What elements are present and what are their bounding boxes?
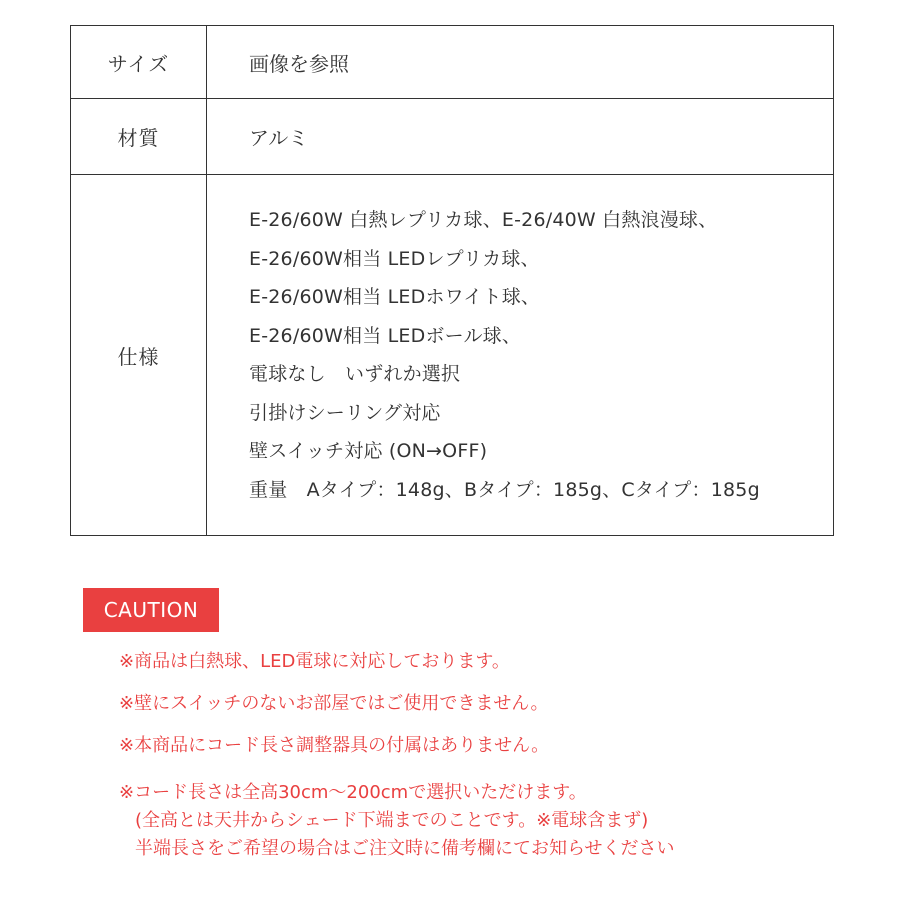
caution-item: ※壁にスイッチのないお部屋ではご使用できません。 (119, 693, 549, 714)
spec-label-size: サイズ (71, 26, 207, 99)
spec-label-specification: 仕様 (71, 175, 207, 536)
spec-table (70, 25, 834, 536)
caution-item: (全高とは天井からシェード下端までのことです。※電球含まず) (135, 810, 649, 831)
caution-item: 半端長さをご希望の場合はご注文時に備考欄にてお知らせください (135, 838, 675, 859)
spec-line: 電球なし いずれか選択 (249, 363, 461, 385)
caution-item: ※本商品にコード長さ調整器具の付属はありません。 (119, 735, 550, 756)
caution-item: ※コード長さは全高30cm〜200cmで選択いただけます。 (119, 782, 587, 803)
spec-row-specification (71, 175, 834, 536)
spec-line: E-26/60W相当 LEDレプリカ球、 (249, 247, 540, 270)
caution-list (119, 648, 674, 863)
spec-value-specification (207, 175, 834, 536)
spec-value-size: 画像を参照 (207, 26, 834, 99)
caution-item: ※商品は白熱球、LED電球に対応しております。 (119, 651, 510, 672)
spec-line: 壁スイッチ対応 (ON→OFF) (249, 440, 488, 462)
spec-line: E-26/60W相当 LEDボール球、 (249, 324, 522, 347)
spec-line: E-26/60W相当 LEDホワイト球、 (249, 286, 541, 308)
spec-line: 引掛けシーリング対応 (249, 401, 441, 424)
spec-row-size (71, 26, 834, 99)
spec-row-material (71, 99, 834, 175)
spec-line: 重量 Aタイプ：148g、Bタイプ：185g、Cタイプ：185g (249, 478, 760, 501)
spec-value-material: アルミ (207, 99, 834, 175)
spec-label-material: 材質 (71, 99, 207, 175)
caution-badge: CAUTION (83, 588, 219, 632)
spec-line: E-26/60W 白熱レプリカ球、E-26/40W 白熱浪漫球、 (249, 209, 718, 231)
spec-lines-list (249, 201, 832, 509)
